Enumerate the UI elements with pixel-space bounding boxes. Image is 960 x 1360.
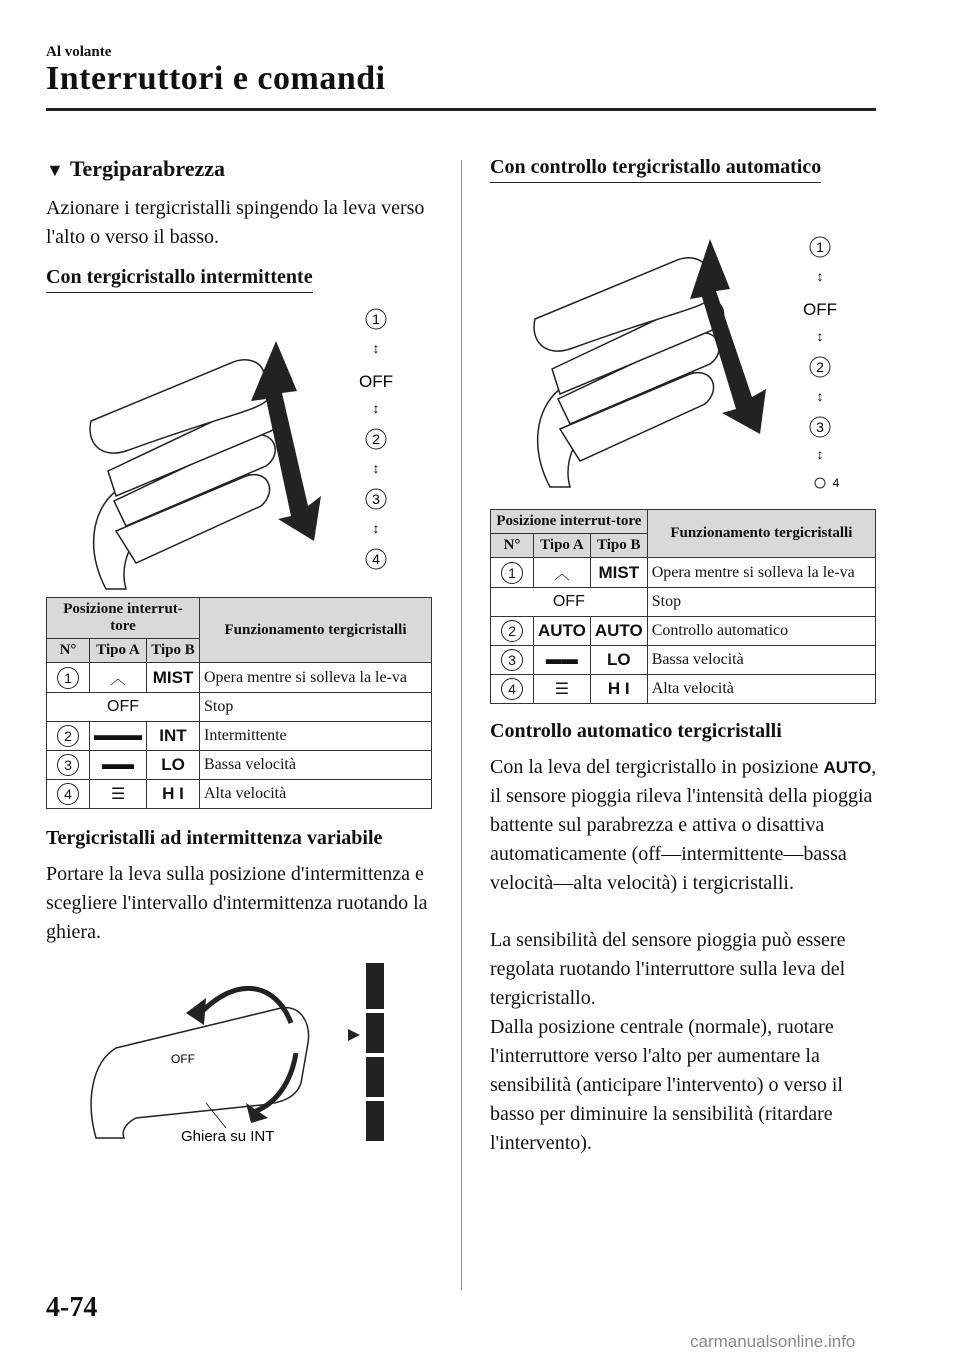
high-speed-bars-icon: ☰ — [554, 681, 570, 698]
ring-off-label: OFF — [171, 1052, 195, 1066]
table-row: 2 ▬▬▬ INT Intermittente — [47, 722, 432, 751]
ring-caption: Ghiera su INT — [181, 1128, 275, 1143]
svg-text:↕: ↕ — [816, 446, 824, 462]
subheading-auto: Con controllo tergicristallo automatico — [490, 156, 821, 183]
mist-up-icon: ︿ — [553, 566, 570, 583]
intro-paragraph: Azionare i tergicristalli spingendo la leva verso l'alto o verso il basso. — [46, 197, 425, 248]
fig1-label-1: 1 — [372, 311, 380, 327]
th-type-a: Tipo A — [90, 639, 147, 663]
svg-text:↕: ↕ — [816, 268, 824, 284]
th-num: N° — [47, 639, 90, 663]
intermittent-dashes-icon: ▬▬▬ — [94, 727, 142, 744]
th-num: N° — [491, 534, 534, 558]
auto-label: AUTO — [823, 758, 872, 777]
svg-text:↕: ↕ — [372, 400, 380, 416]
mist-up-icon: ︿ — [109, 671, 126, 688]
wiper-lever-illustration — [46, 301, 436, 591]
column-divider — [461, 160, 462, 1290]
table-row: OFF Stop — [491, 588, 876, 617]
page-number: 4-74 — [46, 1292, 98, 1323]
fig-auto-label-off: OFF — [803, 300, 837, 319]
fig1-label-4: 4 — [372, 551, 380, 567]
table-row: OFF Stop — [47, 693, 432, 722]
fig-auto-label-3: 3 — [816, 419, 824, 435]
table-row: 1 ︿ MIST Opera mentre si solleva la le-va — [47, 663, 432, 693]
auto-paragraph: Con la leva del tergicristallo in posizione AUTO, il sensore pioggia rileva l'intensità della pioggia battente sul parabrezza e attiva o disattiva automaticamente (off—intermittente—bassa velocità—alta velocità) i tergicristalli. — [490, 756, 877, 894]
th-position: Posizione interrut-tore — [47, 598, 200, 639]
table-row: 4 ☰ H I Alta velocità — [491, 675, 876, 704]
right-column — [490, 156, 880, 1158]
table-row: 1 ︿ MIST Opera mentre si solleva la le-va — [491, 558, 876, 588]
th-type-b: Tipo B — [147, 639, 200, 663]
table-row: 2 AUTO AUTO Controllo automatico — [491, 617, 876, 646]
fig-auto-label-1: 1 — [816, 239, 824, 255]
subheading-auto-control: Controllo automatico tergicristalli — [490, 720, 782, 742]
th-type-a: Tipo A — [534, 534, 591, 558]
low-speed-bar-icon: ▬▬ — [545, 651, 578, 668]
sensitivity-adjust-paragraph: Dalla posizione centrale (normale), ruotare l'interruttore verso l'alto per aumentare la sensibilità (anticipare l'intervento) o verso il basso per diminuire la sensibilità (ritardare l'intervento). — [490, 1016, 843, 1154]
fig1-label-3: 3 — [372, 491, 380, 507]
auto-wiper-lever-illustration — [490, 189, 880, 489]
left-column — [46, 156, 436, 1143]
fig1-label-2: 2 — [372, 431, 380, 447]
fig-auto-label-2: 2 — [816, 359, 824, 375]
fig1-label-off: OFF — [359, 372, 393, 391]
th-type-b: Tipo B — [590, 534, 647, 558]
table-row: 4 ☰ H I Alta velocità — [47, 780, 432, 809]
th-function: Funzionamento tergicristalli — [200, 598, 432, 663]
sensitivity-paragraph: La sensibilità del sensore pioggia può essere regolata ruotando l'interruttore sulla leva del tergicristallo. — [490, 929, 846, 1009]
fig-auto-label-4: 4 — [832, 476, 840, 489]
page-title: Interruttori e comandi — [46, 60, 386, 97]
header-divider — [46, 108, 876, 111]
svg-text:↕: ↕ — [816, 328, 824, 344]
wiper-table-intermittent — [46, 597, 432, 809]
table-row: 3 ▬▬ LO Bassa velocità — [47, 751, 432, 780]
subheading-variable: Tergicristalli ad intermittenza variabile — [46, 827, 383, 849]
triangle-bullet-icon: ▼ — [46, 160, 64, 180]
wiper-ring-illustration — [46, 953, 436, 1143]
section-heading: ▼ Tergiparabrezza — [46, 156, 226, 181]
wiper-table-auto — [490, 509, 876, 704]
section-label: Al volante — [46, 44, 112, 60]
watermark: carmanualsonline.info — [690, 1332, 856, 1351]
th-function: Funzionamento tergicristalli — [647, 510, 875, 558]
high-speed-bars-icon: ☰ — [110, 786, 126, 803]
svg-text:↕: ↕ — [372, 520, 380, 536]
svg-text:↕: ↕ — [372, 460, 380, 476]
svg-text:↕: ↕ — [372, 340, 380, 356]
table-row: 3 ▬▬ LO Bassa velocità — [491, 646, 876, 675]
subheading-intermittent: Con tergicristallo intermittente — [46, 266, 313, 293]
low-speed-bar-icon: ▬▬ — [102, 756, 134, 773]
variable-paragraph: Portare la leva sulla posizione d'intermittenza e scegliere l'intervallo d'intermittenza ruotando la ghiera. — [46, 863, 428, 943]
th-position: Posizione interrut-tore — [491, 510, 648, 534]
svg-text:↕: ↕ — [816, 388, 824, 404]
